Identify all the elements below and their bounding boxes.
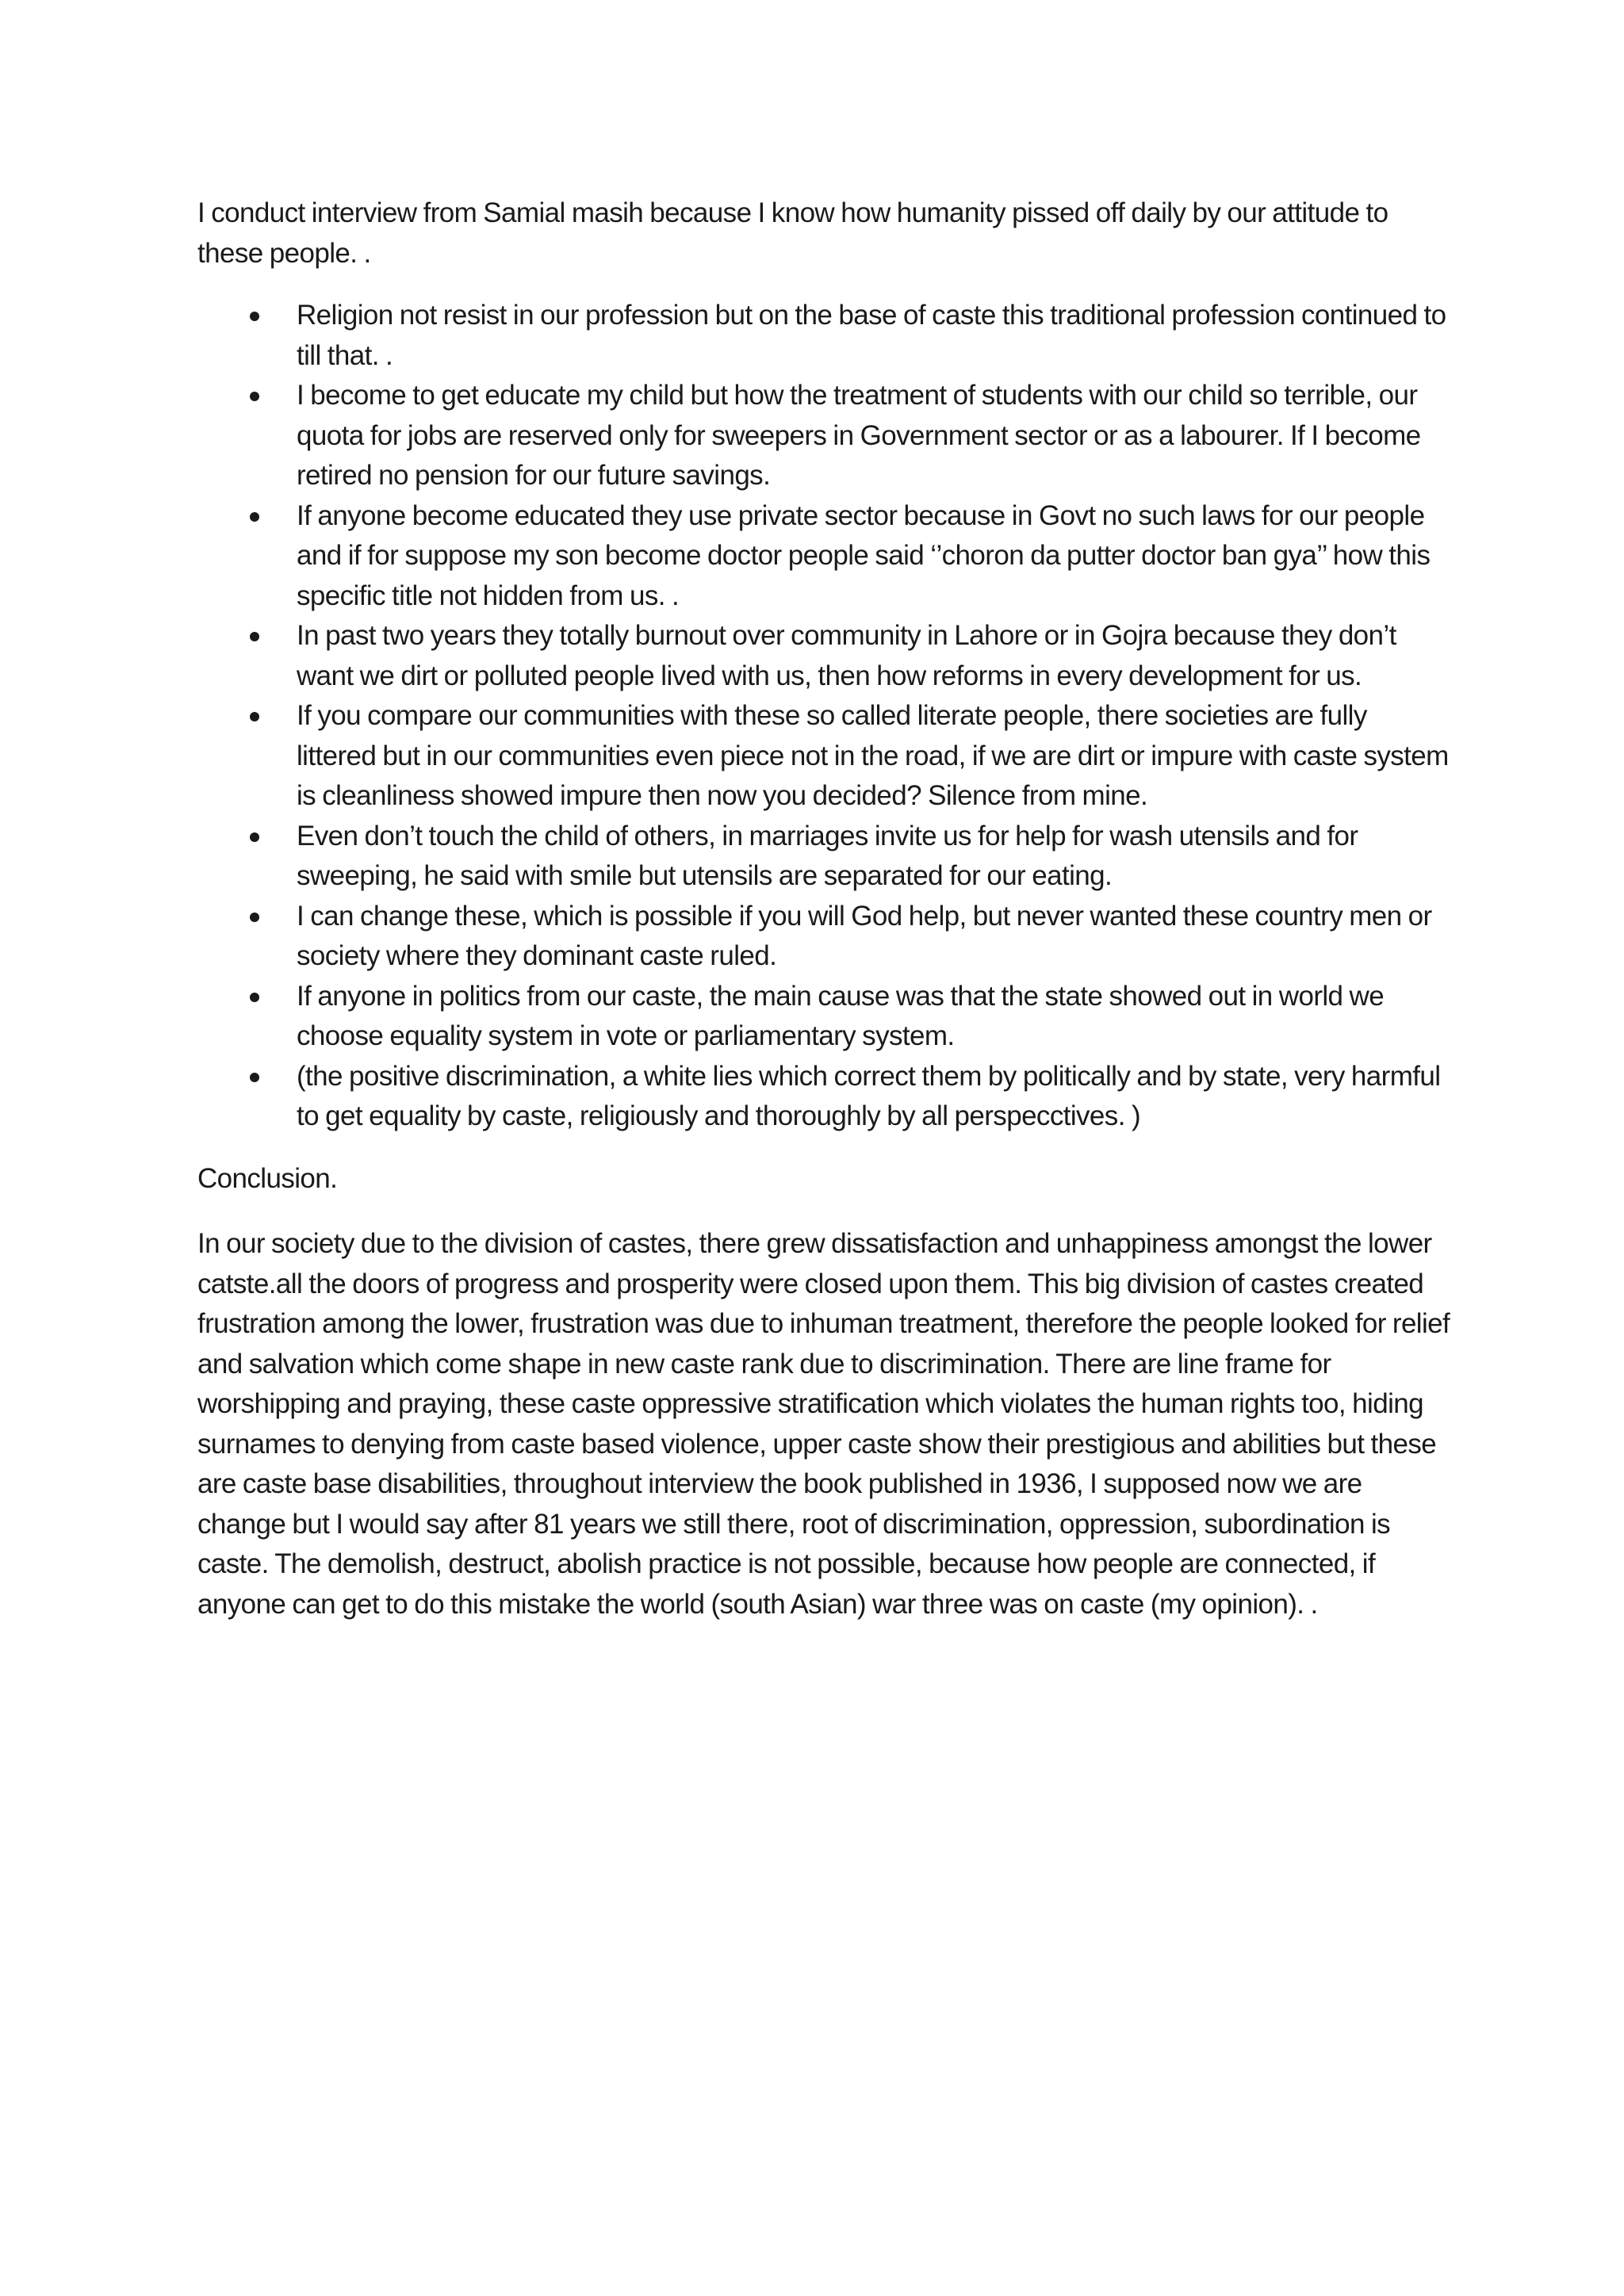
bullet-icon [250, 913, 259, 922]
bullet-icon [250, 1073, 259, 1082]
list-item-text: (the positive discrimination, a white lies which correct them by politically and by state, very harmful to get equality by caste, religiously and thoroughly by all perspecctives. ) [297, 1060, 1441, 1131]
bullet-icon [250, 832, 259, 842]
conclusion-paragraph: In our society due to the division of castes, there grew dissatisfaction and unhappiness amongst the lower catste.all the doors of progress and prosperity were closed upon them. This big division of castes created frustration among the lower, frustration was due to inhuman treatment, therefore the people looked for relief and salvation which come shape in new caste rank due to discrimination. There are line frame for worshipping and praying, these caste oppressive stratification which violates the human rights too, hiding surnames to denying from caste based violence, upper caste show their prestigious and abilities but these are caste base disabilities, throughout interview the book published in 1936, I supposed now we are change but I would say after 81 years we still there, root of discrimination, oppression, subordination is caste. The demolish, destruct, abolish practice is not possible, because how people are connected, if anyone can get to do this mistake the world (south Asian) war three was on caste (my opinion). . [197, 1228, 1450, 1620]
bullet-icon [250, 312, 259, 321]
list-item-text: If anyone in politics from our caste, the main cause was that the state showed out in world we choose equality system in vote or parliamentary system. [297, 980, 1385, 1051]
bullet-list [197, 296, 1450, 1137]
list-item-text: I can change these, which is possible if you will God help, but never wanted these country men or society where they dominant caste ruled. [297, 900, 1432, 971]
list-item-text: Even don’t touch the child of others, in marriages invite us for help for wash utensils and for sweeping, he said with smile but utensils are separated for our eating. [297, 820, 1358, 891]
list-item-text: If anyone become educated they use private sector because in Govt no such laws for our people and if for suppose my son become doctor people said ‘’choron da putter doctor ban gya’’ how this specific title not hidden from us. . [297, 499, 1431, 611]
list-item [197, 376, 1450, 496]
intro-paragraph: I conduct interview from Samial masih because I know how humanity pissed off daily by our attitude to these people. . [197, 197, 1388, 269]
document-body [197, 193, 1450, 1624]
list-item [197, 616, 1450, 696]
list-item-text: In past two years they totally burnout over community in Lahore or in Gojra because they don’t want we dirt or polluted people lived with us, then how reforms in every development for us. [297, 620, 1396, 691]
list-item [197, 696, 1450, 817]
bullet-icon [250, 712, 259, 721]
list-item-text: If you compare our communities with these so called literate people, there societies are fully littered but in our communities even piece not in the road, if we are dirt or impure with caste system is cleanliness showed impure then now you decided? Silence from mine. [297, 700, 1449, 811]
list-item-text: Religion not resist in our profession but on the base of caste this traditional profession continued to till that. . [297, 300, 1446, 371]
list-item [197, 897, 1450, 977]
list-item [197, 817, 1450, 897]
conclusion-heading: Conclusion. [197, 1162, 338, 1194]
list-item [197, 296, 1450, 376]
bullet-icon [250, 632, 259, 641]
list-item [197, 496, 1450, 617]
list-item-text: I become to get educate my child but how the treatment of students with our child so terrible, our quota for jobs are reserved only for sweepers in Government sector or as a labourer. If I become retired no pension for our future savings. [297, 380, 1421, 491]
bullet-icon [250, 993, 259, 1002]
list-item [197, 1057, 1450, 1137]
list-item [197, 977, 1450, 1057]
bullet-icon [250, 392, 259, 401]
bullet-icon [250, 512, 259, 522]
